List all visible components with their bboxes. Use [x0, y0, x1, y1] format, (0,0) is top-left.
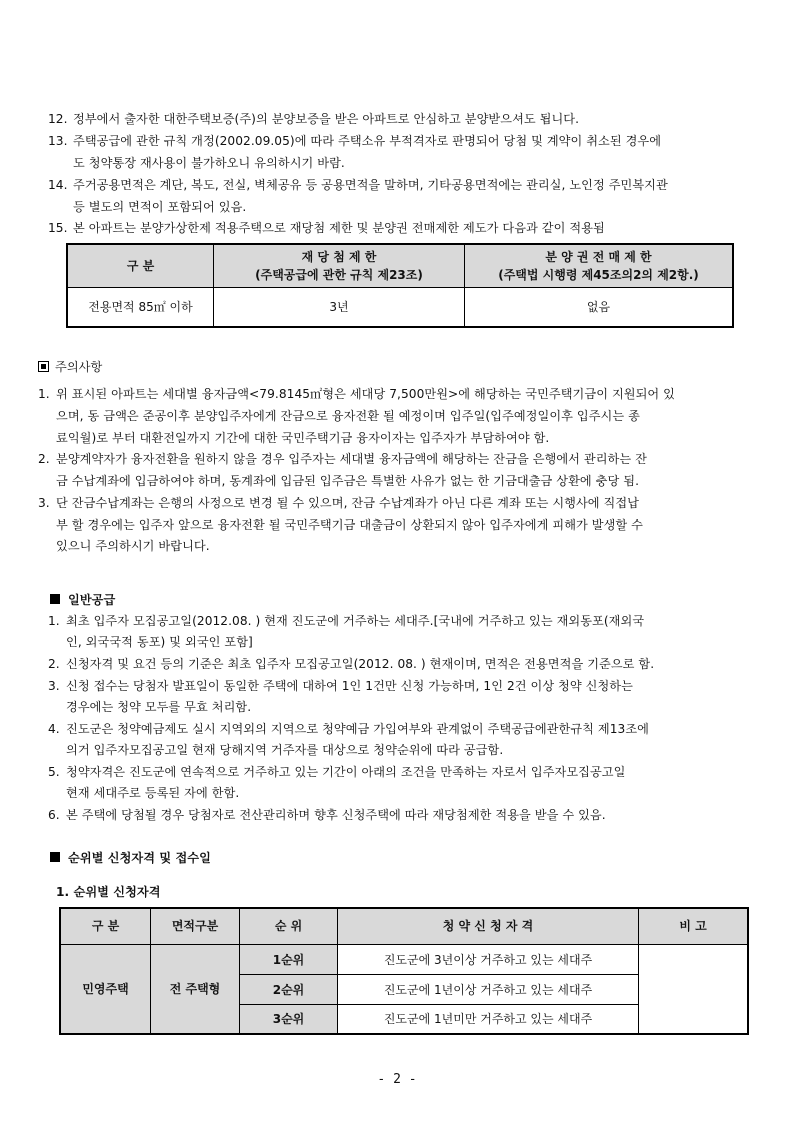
restriction-table	[66, 243, 734, 328]
note-14: 14. 주거공용면적은 계단, 복도, 전실, 벽체공유 등 공용면적을 말하며, 기타공용면적에는 관리실, 노인정 주민복지관	[48, 178, 668, 192]
cell-qualification: 진도군에 1년미만 거주하고 있는 세대주	[338, 1004, 639, 1034]
note-13-cont: 도 청약통장 재사용이 불가하오니 유의하시기 바람.	[73, 156, 345, 170]
caution-item-1-cont: 으며, 동 금액은 준공이후 분양입주자에게 잔금으로 융자전환 될 예정이며 입주일(입주예정일이후 입주시는 종	[56, 409, 640, 423]
note-12: 12. 정부에서 출자한 대한주택보증(주)의 분양보증을 받은 아파트로 안심하고 분양받으셔도 됩니다.	[48, 112, 580, 126]
black-square-icon	[50, 852, 60, 862]
header-rank: 순 위	[240, 908, 338, 944]
caution-heading: 주의사항	[38, 359, 102, 375]
general-item-3-cont: 경우에는 청약 모두를 무효 처리함.	[66, 700, 252, 714]
header-category: 구 분	[67, 244, 214, 287]
general-item-3: 3. 신청 접수는 당첨자 발표일이 동일한 주택에 대하여 1인 1건만 신청 가능하며, 1인 2건 이상 청약 신청하는	[48, 679, 633, 693]
note-15: 15. 본 아파트는 분양가상한제 적용주택으로 재당첨 제한 및 분양권 전매제한 제도가 다음과 같이 적용됨	[48, 221, 605, 235]
caution-item-3: 3. 단 잔금수납계좌는 은행의 사정으로 변경 될 수 있으며, 잔금 수납계좌가 아닌 다른 계좌 또는 시행사에 직접납	[38, 496, 640, 510]
header-resale-limit: 분 양 권 전 매 제 한 (주택법 시행령 제45조의2의 제2항.)	[465, 244, 734, 287]
table-row	[67, 287, 733, 327]
restriction-table-header	[67, 244, 733, 287]
cell-area: 전용면적 85㎡ 이하	[67, 287, 214, 327]
table-row	[60, 944, 748, 974]
general-item-5-cont: 현재 세대주로 등록된 자에 한함.	[66, 786, 240, 800]
caution-item-1: 1. 위 표시된 아파트는 세대별 융자금액<79.8145㎡형은 세대당 7,500만원>에 해당하는 국민주택기금이 지원되어 있	[38, 387, 675, 401]
general-item-1-cont: 인, 외국국적 동포) 및 외국인 포함]	[66, 635, 253, 649]
boxed-square-icon	[38, 361, 49, 372]
header-area-type: 면적구분	[151, 908, 240, 944]
priority-table-header	[60, 908, 748, 944]
header-qualification: 청 약 신 청 자 격	[338, 908, 639, 944]
priority-table	[59, 907, 749, 1035]
header-category: 구 분	[60, 908, 151, 944]
black-square-icon	[50, 594, 60, 604]
cell-category: 민영주택	[60, 944, 151, 1034]
general-item-4: 4. 진도군은 청약예금제도 실시 지역외의 지역으로 청약예금 가입여부와 관계없이 주택공급에관한규칙 제13조에	[48, 722, 649, 736]
header-remarks: 비 고	[639, 908, 749, 944]
cell-remarks	[639, 944, 749, 1034]
cell-area-type: 전 주택형	[151, 944, 240, 1034]
general-item-5: 5. 청약자격은 진도군에 연속적으로 거주하고 있는 기간이 아래의 조건을 만족하는 자로서 입주자모집공고일	[48, 765, 626, 779]
priority-section-heading: 순위별 신청자격 및 접수일	[50, 850, 211, 866]
cell-qualification: 진도군에 1년이상 거주하고 있는 세대주	[338, 974, 639, 1004]
priority-subtitle: 1. 순위별 신청자격	[56, 885, 161, 899]
cell-rewin: 3년	[214, 287, 465, 327]
caution-item-2-cont: 금 수납계좌에 입금하여야 하며, 동계좌에 입금된 입주금은 특별한 사유가 없는 한 기금대출금 상환에 충당 됨.	[56, 474, 640, 488]
general-item-6: 6. 본 주택에 당첨될 경우 당첨자로 전산관리하며 향후 신청주택에 따라 재당첨제한 적용을 받을 수 있음.	[48, 808, 606, 822]
general-supply-heading: 일반공급	[50, 592, 115, 608]
cell-rank: 3순위	[240, 1004, 338, 1034]
caution-item-1-cont: 료익월)로 부터 대환전일까지 기간에 대한 국민주택기금 융자이자는 입주자가 부담하여야 함.	[56, 431, 550, 445]
caution-item-3-cont: 부 할 경우에는 입주자 앞으로 융자전환 될 국민주택기금 대출금이 상환되지 않아 입주자에게 피해가 발생할 수	[56, 518, 643, 532]
cell-resale: 없음	[465, 287, 734, 327]
note-14-cont: 등 별도의 면적이 포함되어 있음.	[73, 200, 247, 214]
caution-item-2: 2. 분양계약자가 융자전환을 원하지 않을 경우 입주자는 세대별 융자금액에 해당하는 잔금을 은행에서 관리하는 잔	[38, 452, 647, 466]
general-item-1: 1. 최초 입주자 모집공고일(2012.08. ) 현재 진도군에 거주하는 세대주.[국내에 거주하고 있는 재외동포(재외국	[48, 614, 645, 628]
general-item-2: 2. 신청자격 및 요건 등의 기준은 최초 입주자 모집공고일(2012. 08. ) 현재이며, 면적은 전용면적을 기준으로 함.	[48, 657, 655, 671]
cell-qualification: 진도군에 3년이상 거주하고 있는 세대주	[338, 944, 639, 974]
cell-rank: 2순위	[240, 974, 338, 1004]
header-rewin-limit: 재 당 첨 제 한 (주택공급에 관한 규칙 제23조)	[214, 244, 465, 287]
cell-rank: 1순위	[240, 944, 338, 974]
page-number: - 2 -	[377, 1072, 417, 1087]
caution-item-3-cont: 있으니 주의하시기 바랍니다.	[56, 539, 210, 553]
note-13: 13. 주택공급에 관한 규칙 개정(2002.09.05)에 따라 주택소유 부적격자로 판명되어 당첨 및 계약이 취소된 경우에	[48, 134, 662, 148]
general-item-4-cont: 의거 입주자모집공고일 현재 당해지역 거주자를 대상으로 청약순위에 따라 공급함.	[66, 743, 504, 757]
